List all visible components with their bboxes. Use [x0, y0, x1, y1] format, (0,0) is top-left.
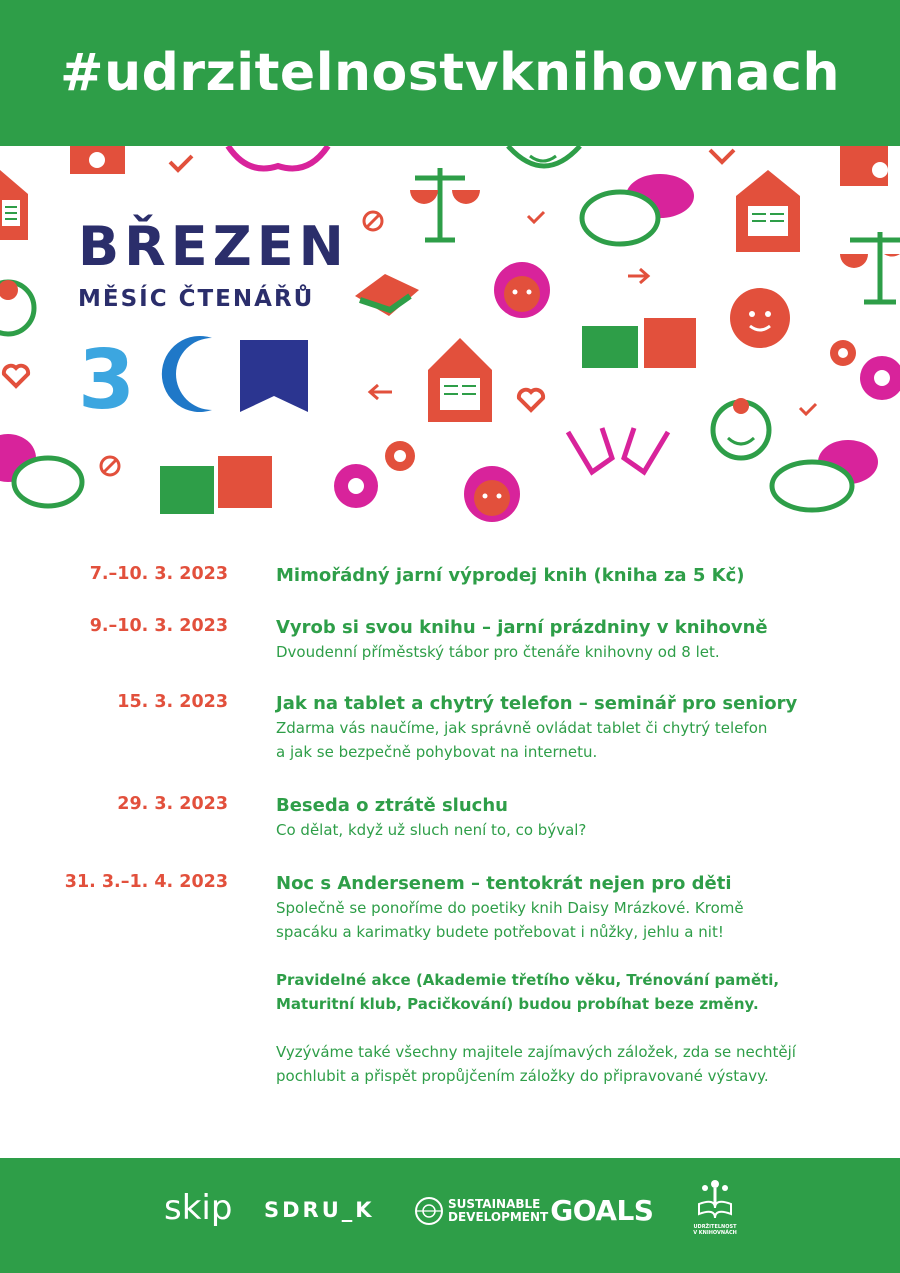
tree-book-icon	[693, 1176, 737, 1220]
bookmark-icon	[240, 340, 308, 412]
event-title: Jak na tablet a chytrý telefon – seminář pro seniory	[276, 693, 798, 714]
arrow-icon	[628, 269, 648, 283]
puzzle-icon	[582, 318, 696, 368]
check-icon	[800, 404, 816, 414]
heart-icon	[710, 150, 734, 162]
speech-bubble-icon	[772, 440, 878, 510]
speech-bubble-icon	[582, 174, 694, 244]
event-description: a jak se bezpečně pohybovat na internetu.	[276, 743, 598, 761]
event-date: 9.–10. 3. 2023	[89, 616, 228, 636]
sdruk-logo	[264, 1198, 375, 1222]
girl-face-icon	[494, 262, 550, 318]
heart-icon	[4, 366, 28, 386]
scales-icon	[410, 168, 480, 240]
gear-icon	[830, 340, 856, 366]
udrzitelnost-text-line: UDRŽITELNOST	[693, 1224, 737, 1230]
footer-banner	[0, 1158, 900, 1273]
udrzitelnost-logo	[690, 1176, 740, 1236]
event-description: Co dělat, když už sluch není to, co býval?	[276, 821, 587, 839]
event-date: 7.–10. 3. 2023	[89, 564, 228, 584]
sdg-text-line: SUSTAINABLE	[448, 1196, 541, 1211]
heart-icon	[519, 390, 543, 410]
month-subtitle: MĚSÍC ČTENÁŘŮ	[78, 286, 315, 312]
event-description: spacáku a karimatky budete potřebovat i nůžky, jehlu a nit!	[276, 923, 724, 941]
book-house-icon	[0, 170, 28, 240]
moon-icon	[162, 336, 212, 412]
sdg-logo	[414, 1194, 653, 1227]
gear-icon	[860, 356, 900, 400]
note-line: pochlubit a přispět propůjčením záložky do připravované výstavy.	[276, 1067, 769, 1085]
regular-events-note	[276, 968, 856, 1016]
note-line: Vyzýváme také všechny majitele zajímavých záložek, zda se nechtějí	[276, 1043, 796, 1061]
book-house-icon	[428, 338, 492, 422]
smiley-face-icon	[508, 146, 580, 166]
puzzle-icon	[840, 146, 888, 186]
arrow-icon	[370, 385, 392, 399]
sdg-goals-text: GOALS	[550, 1194, 654, 1227]
gear-icon	[334, 464, 378, 508]
three-glyph: 3	[78, 333, 136, 428]
decorative-illustration	[0, 146, 900, 536]
event-description: Dvoudenní příměstský tábor pro čtenáře knihovny od 8 let.	[276, 643, 720, 661]
no-sign-icon	[101, 457, 119, 475]
month-name: BŘEZEN	[78, 215, 349, 278]
kid-face-icon	[713, 398, 769, 458]
handshake-icon	[355, 274, 419, 316]
scales-icon	[840, 232, 900, 302]
book-house-icon	[736, 170, 800, 252]
hearts-icon	[228, 146, 328, 169]
note-line: Maturitní klub, Pacičkování) budou probíhat beze změny.	[276, 995, 759, 1013]
gear-icon	[385, 441, 415, 471]
kid-face-icon	[0, 280, 34, 334]
bookmark-appeal-note	[276, 1040, 856, 1088]
puzzle-icon	[160, 456, 272, 514]
no-sign-icon	[364, 212, 382, 230]
hands-icon	[568, 428, 668, 472]
boy-face-icon	[730, 288, 790, 348]
speech-bubble-icon	[0, 434, 82, 506]
event-title: Noc s Andersenem – tentokrát nejen pro děti	[276, 873, 732, 894]
skip-logo	[164, 1188, 232, 1228]
un-emblem-icon	[414, 1196, 444, 1226]
udrzitelnost-text-line: V KNIHOVNÁCH	[693, 1230, 737, 1236]
house-icon	[70, 146, 125, 174]
skip-logo-text: skip	[164, 1188, 233, 1228]
boy-face-icon	[464, 466, 520, 522]
event-date: 29. 3. 2023	[117, 794, 228, 814]
event-description: Společně se ponoříme do poetiky knih Daisy Mrázkové. Kromě	[276, 899, 744, 917]
event-description: Zdarma vás naučíme, jak správně ovládat tablet či chytrý telefon	[276, 719, 768, 737]
event-date: 31. 3.–1. 4. 2023	[64, 872, 228, 892]
event-title: Mimořádný jarní výprodej knih (kniha za 5 Kč)	[276, 565, 745, 586]
event-title: Vyrob si svou knihu – jarní prázdniny v knihovně	[276, 617, 768, 638]
event-title: Beseda o ztrátě sluchu	[276, 795, 508, 816]
note-line: Pravidelné akce (Akademie třetího věku, Trénování paměti,	[276, 971, 780, 989]
hashtag-title: #udrzitelnostvknihovnach	[60, 43, 840, 103]
check-icon	[170, 156, 192, 170]
check-icon	[528, 212, 544, 222]
month-title	[78, 215, 349, 312]
header-banner	[0, 0, 900, 146]
sdruk-logo-text: SDRU_K	[264, 1198, 375, 1222]
sdg-text-line: DEVELOPMENT	[448, 1209, 549, 1224]
event-date: 15. 3. 2023	[117, 692, 228, 712]
